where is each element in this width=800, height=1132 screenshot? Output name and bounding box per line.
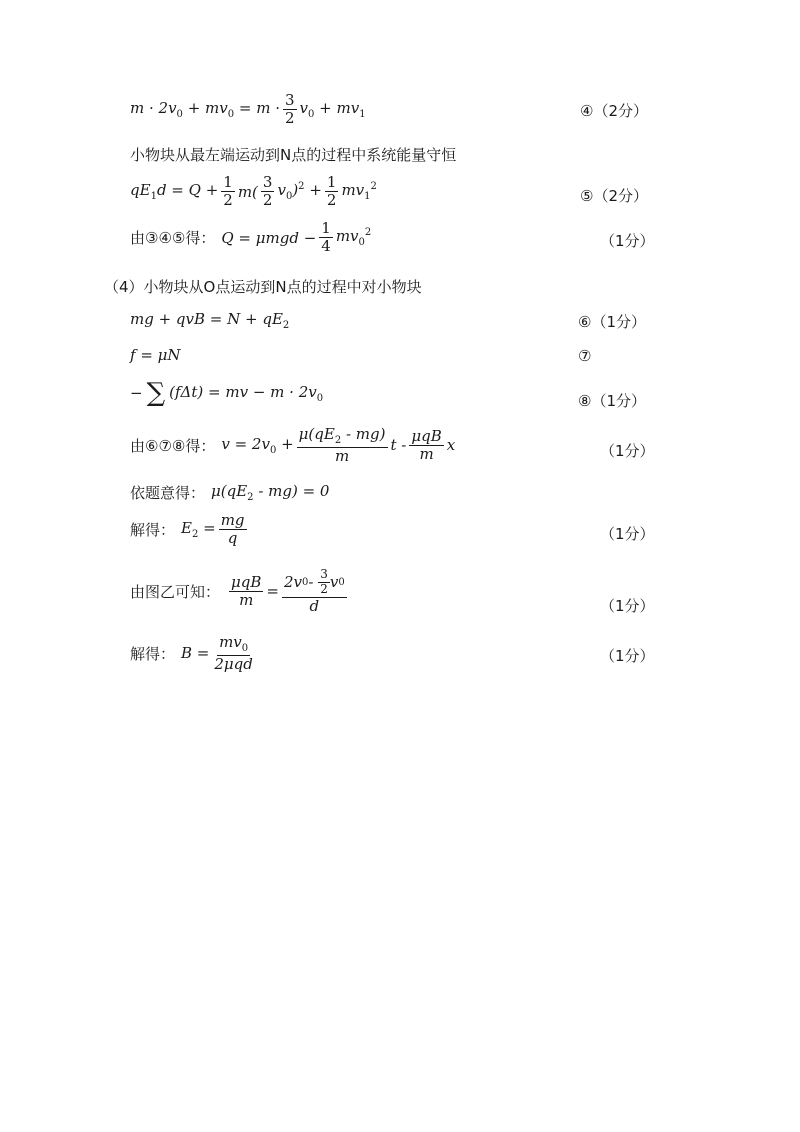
- equation-q-result: 由③④⑤得： Q = μmgd − $\frac{1}{4}$ $mv_0^2$: [130, 219, 372, 256]
- text-energy-conservation: 小物块从最左端运动到N点的过程中系统能量守恒: [130, 146, 457, 164]
- prefix-solve-b: 解得：: [130, 644, 176, 663]
- score-e2: （1分）: [600, 525, 655, 543]
- score-eq5: ⑤（2分）: [580, 187, 648, 205]
- equation-impulse: − ∑ (fΔt) = mv − $m \cdot 2v_0$: [130, 378, 324, 408]
- score-eq7: ⑦: [578, 347, 592, 365]
- equation-momentum: $m \cdot 2v_0 + mv_0 = m$ · $\frac{3}{2}$ $v_0 + mv_1$: [130, 91, 366, 128]
- equation-b-result: 解得： B = $\frac{mv_0}{\text{2μqd}}$: [130, 633, 253, 673]
- equation-e2: 解得： $E_2$ = $\frac{mg}{q}$: [130, 511, 245, 548]
- score-b-result: （1分）: [600, 647, 655, 665]
- equation-energy: $qE_1d = Q$ + $\frac{1}{2}$ m( $\frac{3}{2}$ $v_0)^2$ + $\frac{1}{2}$ $mv_1^2$: [130, 173, 377, 210]
- prefix-solve-e2: 解得：: [130, 521, 176, 540]
- equation-condition: 依题意得： $\mu(qE_2 - mg) = 0$: [130, 482, 330, 503]
- prefix-from-678: 由⑥⑦⑧得：: [130, 436, 216, 455]
- equation-graph-slope: 由图乙可知： $\frac{\text{μqB}}{m}$ = 2v 0 - $\frac{3}{2}$ v 0 d: [130, 567, 345, 615]
- equation-force-balance: mg + qvB = $N + qE_2$: [130, 310, 290, 331]
- score-velocity: （1分）: [600, 442, 655, 460]
- equation-friction: f = μN: [130, 346, 181, 364]
- score-eq6: ⑥（1分）: [578, 313, 646, 331]
- prefix-from-345: 由③④⑤得：: [130, 229, 216, 248]
- prefix-from-graph: 由图乙可知：: [130, 582, 221, 601]
- score-eq8: ⑧（1分）: [578, 392, 646, 410]
- part-4-heading: （4）小物块从O点运动到N点的过程中对小物块: [104, 278, 422, 296]
- prefix-by-condition: 依题意得：: [130, 484, 206, 502]
- score-graph: （1分）: [600, 597, 655, 615]
- score-eq4: ④（2分）: [580, 102, 648, 120]
- score-q-result: （1分）: [600, 232, 655, 250]
- equation-velocity: 由⑥⑦⑧得： $v = 2v_0$ + $\frac{\mu(qE_2 - mg)}{m}$ t - $\frac{\text{μqB}}{m}$ x: [130, 425, 456, 465]
